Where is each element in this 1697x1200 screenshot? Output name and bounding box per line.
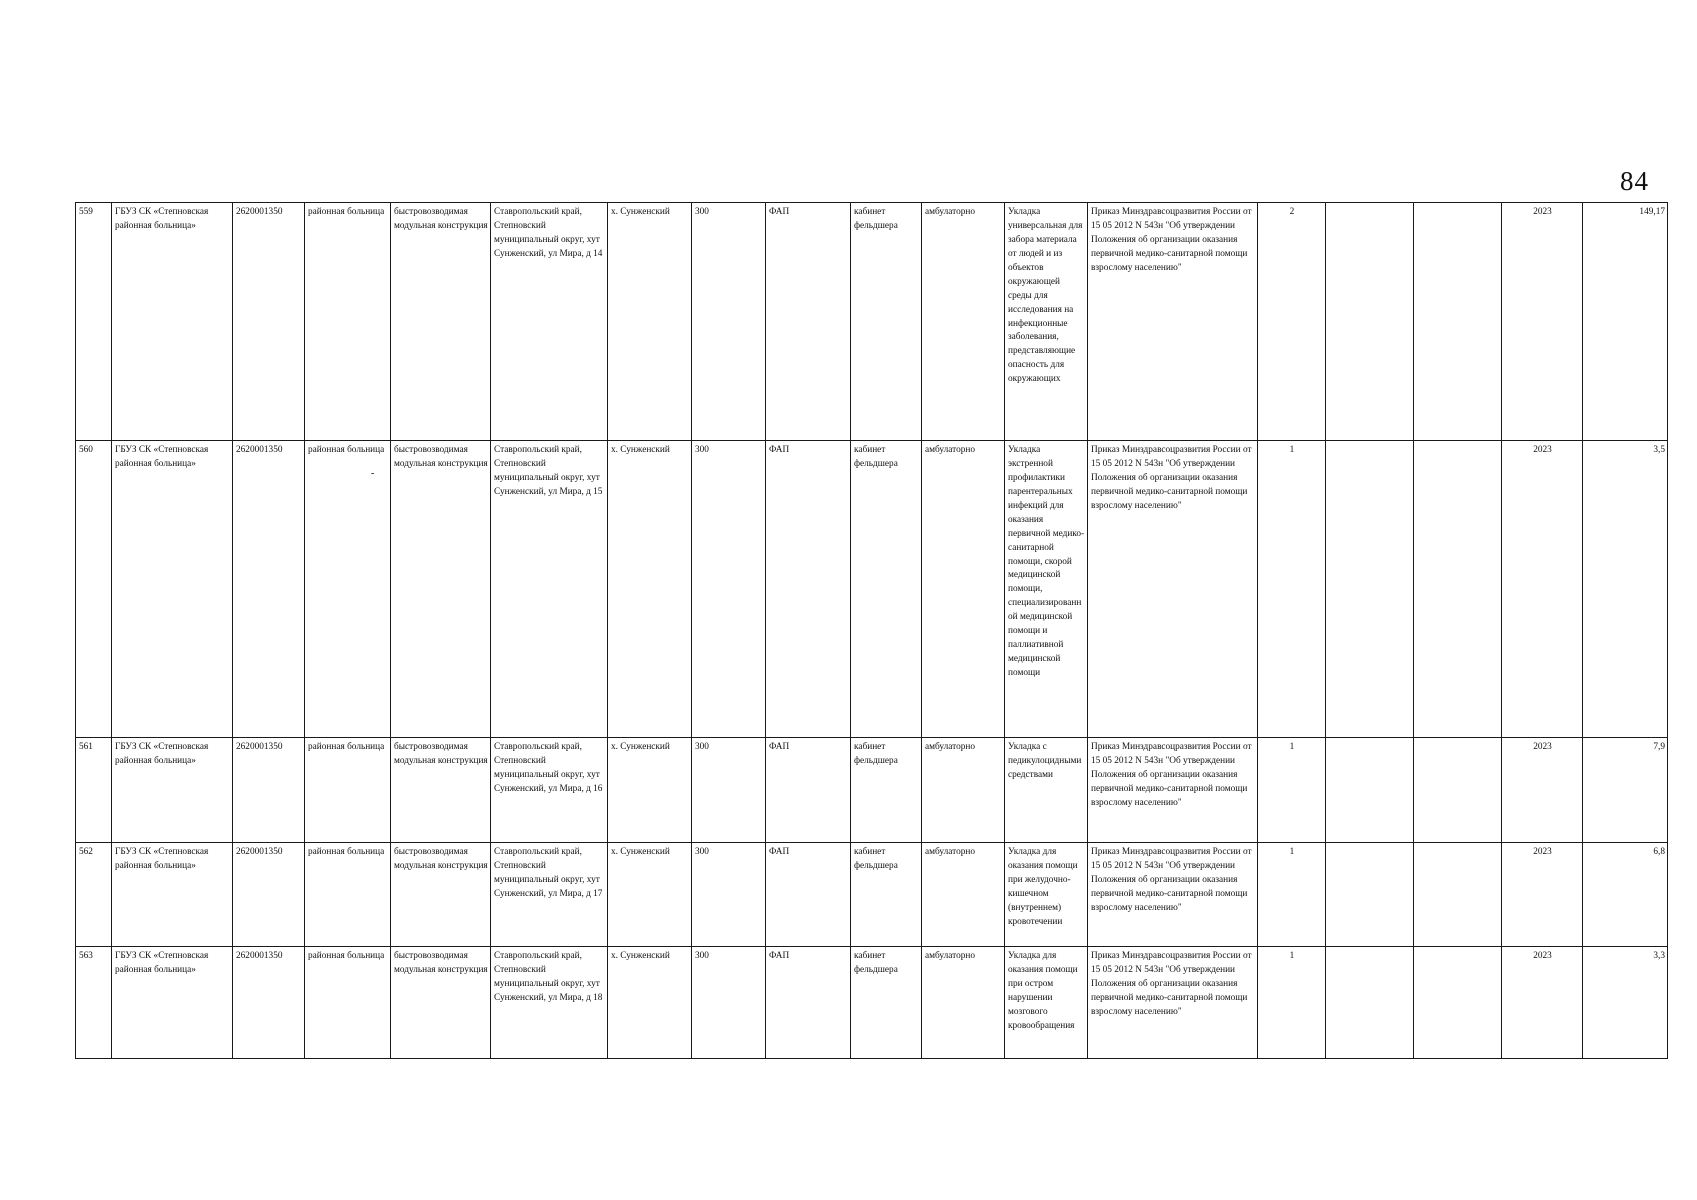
care-cell: амбулаторно xyxy=(922,203,1005,441)
population-cell: 300 xyxy=(692,203,766,441)
empty-cell xyxy=(1414,738,1502,843)
care-cell: амбулаторно xyxy=(922,738,1005,843)
settlement-cell: х. Сунженский xyxy=(608,843,692,947)
equipment-cell: Укладка универсальная для забора материала от людей и из объектов окружающей среды для исследования на инфекционные заболевания, представляющие опасность для окружающих xyxy=(1005,203,1088,441)
code-cell: 2620001350 xyxy=(233,441,305,738)
table-row xyxy=(76,843,1668,947)
table-row xyxy=(76,441,1668,738)
population-cell: 300 xyxy=(692,843,766,947)
construction-cell: быстровозводимая модульная конструкция xyxy=(391,738,491,843)
year-cell: 2023 xyxy=(1502,843,1583,947)
price-cell: 3,5 xyxy=(1583,441,1668,738)
institution-cell: ГБУЗ СК «Степновская районная больница» xyxy=(112,203,233,441)
row-number: 559 xyxy=(76,203,112,441)
population-cell: 300 xyxy=(692,947,766,1059)
empty-cell xyxy=(1326,843,1414,947)
population-cell: 300 xyxy=(692,738,766,843)
construction-cell: быстровозводимая модульная конструкция xyxy=(391,947,491,1059)
order-cell: Приказ Минздравсоцразвития России от 15 05 2012 N 543н "Об утверждении Положения об организации оказания первичной медико-санитарной помощи взрослому населению" xyxy=(1088,738,1258,843)
settlement-cell: х. Сунженский xyxy=(608,441,692,738)
empty-cell xyxy=(1414,203,1502,441)
stray-mark: - xyxy=(371,468,375,479)
row-number: 561 xyxy=(76,738,112,843)
empty-cell xyxy=(1414,441,1502,738)
page-number: 84 xyxy=(1620,166,1649,196)
year-cell: 2023 xyxy=(1502,738,1583,843)
unit-cell: ФАП xyxy=(766,203,851,441)
price-cell: 3,3 xyxy=(1583,947,1668,1059)
row-number: 563 xyxy=(76,947,112,1059)
settlement-cell: х. Сунженский xyxy=(608,947,692,1059)
order-cell: Приказ Минздравсоцразвития России от 15 05 2012 N 543н "Об утверждении Положения об организации оказания первичной медико-санитарной помощи взрослому населению" xyxy=(1088,843,1258,947)
quantity-cell: 1 xyxy=(1258,738,1326,843)
room-cell: кабинет фельдшера xyxy=(851,441,922,738)
care-cell: амбулаторно xyxy=(922,947,1005,1059)
year-cell: 2023 xyxy=(1502,947,1583,1059)
equipment-cell: Укладка экстренной профилактики парентеральных инфекций для оказания первичной медико-санитарной помощи, скорой медицинской помощи, специализированной медицинской помощи и паллиативной медицинской помощи xyxy=(1005,441,1088,738)
room-cell: кабинет фельдшера xyxy=(851,738,922,843)
row-number: 560 xyxy=(76,441,112,738)
unit-cell: ФАП xyxy=(766,947,851,1059)
address-cell: Ставропольский край, Степновский муниципальный округ, хут Сунженский, ул Мира, д 18 xyxy=(491,947,608,1059)
unit-cell: ФАП xyxy=(766,441,851,738)
construction-cell: быстровозводимая модульная конструкция xyxy=(391,203,491,441)
equipment-cell: Укладка для оказания помощи при остром нарушении мозгового кровообращения xyxy=(1005,947,1088,1059)
equipment-cell: Укладка для оказания помощи при желудочно-кишечном (внутреннем) кровотечении xyxy=(1005,843,1088,947)
settlement-cell: х. Сунженский xyxy=(608,738,692,843)
settlement-cell: х. Сунженский xyxy=(608,203,692,441)
table-row xyxy=(76,738,1668,843)
equipment-cell: Укладка с педикулоцидными средствами xyxy=(1005,738,1088,843)
institution-cell: ГБУЗ СК «Степновская районная больница» xyxy=(112,843,233,947)
table-row xyxy=(76,203,1668,441)
address-cell: Ставропольский край, Степновский муниципальный округ, хут Сунженский, ул Мира, д 14 xyxy=(491,203,608,441)
construction-cell: быстровозводимая модульная конструкция xyxy=(391,441,491,738)
empty-cell xyxy=(1326,203,1414,441)
quantity-cell: 1 xyxy=(1258,947,1326,1059)
address-cell: Ставропольский край, Степновский муниципальный округ, хут Сунженский, ул Мира, д 16 xyxy=(491,738,608,843)
unit-cell: ФАП xyxy=(766,738,851,843)
care-cell: амбулаторно xyxy=(922,843,1005,947)
institution-cell: ГБУЗ СК «Степновская районная больница» xyxy=(112,947,233,1059)
type-cell: районная больница xyxy=(305,203,391,441)
code-cell: 2620001350 xyxy=(233,843,305,947)
empty-cell xyxy=(1414,843,1502,947)
care-cell: амбулаторно xyxy=(922,441,1005,738)
quantity-cell: 2 xyxy=(1258,203,1326,441)
code-cell: 2620001350 xyxy=(233,947,305,1059)
type-cell: районная больница xyxy=(305,441,391,738)
quantity-cell: 1 xyxy=(1258,843,1326,947)
address-cell: Ставропольский край, Степновский муниципальный округ, хут Сунженский, ул Мира, д 17 xyxy=(491,843,608,947)
order-cell: Приказ Минздравсоцразвития России от 15 05 2012 N 543н "Об утверждении Положения об организации оказания первичной медико-санитарной помощи взрослому населению" xyxy=(1088,947,1258,1059)
code-cell: 2620001350 xyxy=(233,738,305,843)
room-cell: кабинет фельдшера xyxy=(851,843,922,947)
price-cell: 7,9 xyxy=(1583,738,1668,843)
year-cell: 2023 xyxy=(1502,441,1583,738)
equipment-registry-table xyxy=(75,202,1668,1059)
price-cell: 6,8 xyxy=(1583,843,1668,947)
room-cell: кабинет фельдшера xyxy=(851,203,922,441)
code-cell: 2620001350 xyxy=(233,203,305,441)
construction-cell: быстровозводимая модульная конструкция xyxy=(391,843,491,947)
institution-cell: ГБУЗ СК «Степновская районная больница» xyxy=(112,738,233,843)
empty-cell xyxy=(1326,947,1414,1059)
institution-cell: ГБУЗ СК «Степновская районная больница» xyxy=(112,441,233,738)
quantity-cell: 1 xyxy=(1258,441,1326,738)
population-cell: 300 xyxy=(692,441,766,738)
order-cell: Приказ Минздравсоцразвития России от 15 05 2012 N 543н "Об утверждении Положения об организации оказания первичной медико-санитарной помощи взрослому населению" xyxy=(1088,441,1258,738)
empty-cell xyxy=(1326,738,1414,843)
row-number: 562 xyxy=(76,843,112,947)
type-cell: районная больница xyxy=(305,843,391,947)
order-cell: Приказ Минздравсоцразвития России от 15 05 2012 N 543н "Об утверждении Положения об организации оказания первичной медико-санитарной помощи взрослому населению" xyxy=(1088,203,1258,441)
price-cell: 149,17 xyxy=(1583,203,1668,441)
address-cell: Ставропольский край, Степновский муниципальный округ, хут Сунженский, ул Мира, д 15 xyxy=(491,441,608,738)
empty-cell xyxy=(1414,947,1502,1059)
unit-cell: ФАП xyxy=(766,843,851,947)
table-row xyxy=(76,947,1668,1059)
year-cell: 2023 xyxy=(1502,203,1583,441)
empty-cell xyxy=(1326,441,1414,738)
type-cell: районная больница xyxy=(305,738,391,843)
room-cell: кабинет фельдшера xyxy=(851,947,922,1059)
type-cell: районная больница xyxy=(305,947,391,1059)
